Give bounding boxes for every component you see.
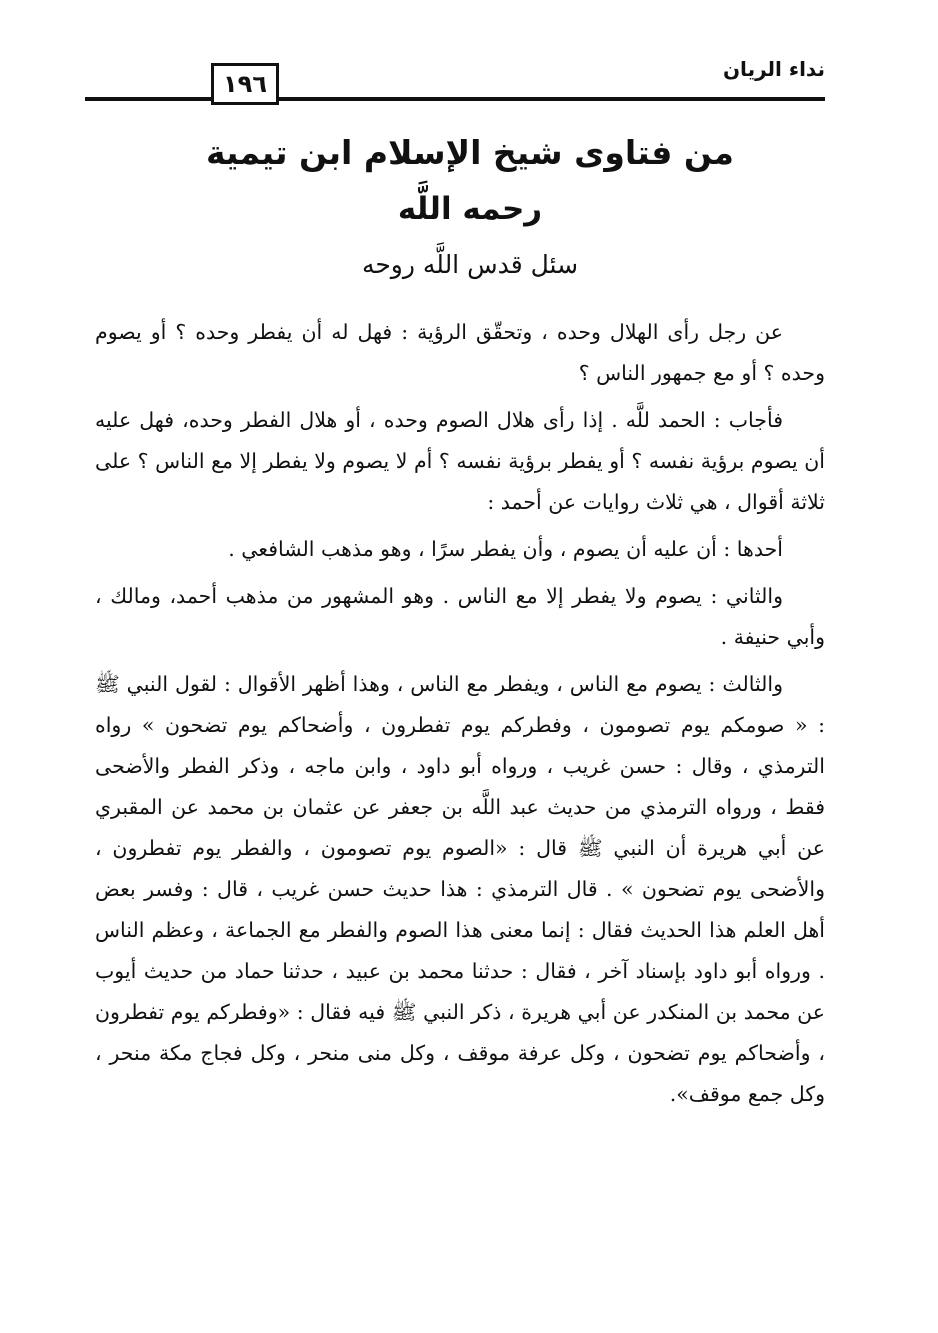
paragraph-second-view: والثاني : يصوم ولا يفطر إلا مع الناس . وهو المشهور من مذهب أحمد، ومالك ، وأبي حنيفة .: [95, 584, 825, 649]
page-number: ١٩٦: [211, 63, 279, 105]
titles-block: [120, 125, 820, 289]
body-text: [95, 312, 825, 1121]
running-title: نداء الريان: [722, 57, 825, 81]
paragraph-first-view: أحدها : أن عليه أن يصوم ، وأن يفطر سرًا ، وهو مذهب الشافعي .: [228, 537, 783, 561]
main-title: من فتاوى شيخ الإسلام ابن تيمية: [206, 133, 734, 172]
subtitle: سئل قدس اللَّه روحه: [361, 250, 579, 279]
header-rule: [85, 97, 825, 101]
second-title: رحمه اللَّه: [397, 191, 543, 227]
paragraph-third-view: والثالث : يصوم مع الناس ، ويفطر مع الناس ، وهذا أظهر الأقوال : لقول النبي ﷺ : « صومكم يوم تصومون ، وفطركم يوم تفطرون ، وأضحاكم يوم تضحون » رواه الترمذي ، وقال : حسن غريب ، ورواه أبو داود ، وابن ماجه ، وذكر الفطر والأضحى فقط ، ورواه الترمذي من حديث عبد اللَّه بن جعفر عن عثمان بن محمد عن المقبري عن أبي هريرة أن النبي ﷺ قال : «الصوم يوم تصومون ، والفطر يوم تفطرون ، والأضحى يوم تضحون » . قال الترمذي : هذا حديث حسن غريب ، قال : وفسر بعض أهل العلم هذا الحديث فقال : إنما معنى هذا الصوم والفطر مع الجماعة ، وعظم الناس . ورواه أبو داود بإسناد آخر ، فقال : حدثنا محمد بن عبيد ، حدثنا حماد من حديث أيوب عن محمد بن المنكدر عن أبي هريرة ، ذكر النبي ﷺ فيه فقال : «وفطركم يوم تفطرون ، وأضحاكم يوم تضحون ، وكل عرفة موقف ، وكل منى منحر ، وكل فجاج مكة منحر ، وكل جمع موقف».: [95, 672, 825, 1106]
page-header: [85, 55, 825, 105]
paragraph-question: عن رجل رأى الهلال وحده ، وتحقّق الرؤية : فهل له أن يفطر وحده ؟ أو يصوم وحده ؟ أو مع جمهور الناس ؟: [95, 320, 825, 385]
paragraph-answer: فأجاب : الحمد للَّه . إذا رأى هلال الصوم وحده ، أو هلال الفطر وحده، فهل عليه أن يصوم برؤية نفسه ؟ أو يفطر برؤية نفسه ؟ أم لا يصوم ولا يفطر إلا مع الناس ؟ على ثلاثة أقوال ، هي ثلاث روايات عن أحمد :: [95, 408, 825, 514]
